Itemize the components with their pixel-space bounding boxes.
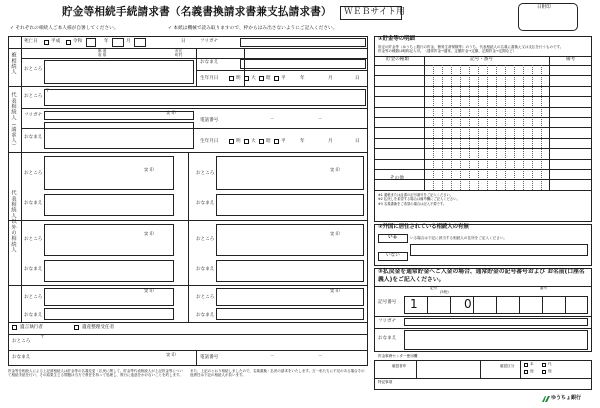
sec2-yes-label: いる (388, 235, 398, 240)
birth-era-taisho-checkbox[interactable] (244, 76, 249, 81)
rep-era-taisho-checkbox[interactable] (244, 139, 249, 144)
representative-heir-label: 代表相続人（請求人） (10, 92, 17, 149)
acct-cell-divider (519, 296, 520, 314)
birth-era-meiji: 明 (236, 76, 241, 81)
birth-era-taisho: 大 (251, 76, 256, 81)
rep-phone-sep-1: － (270, 117, 275, 122)
birth-day-unit: 日 (355, 76, 360, 81)
month-label: 月 (126, 39, 131, 44)
acct-symbol-label: 記号番号 (378, 300, 397, 305)
rep-name-label: おなまえ (24, 135, 43, 140)
other-heirs-label: 代表相続人以外の相続人 (10, 190, 17, 253)
executor-phone-label: 電話番号 (200, 355, 219, 360)
opt-1-label: 本 (530, 362, 534, 366)
rep-birth-month-unit: 月 (328, 139, 333, 144)
opt-2-label: 代 (548, 362, 552, 366)
deposit-row-line (374, 107, 592, 108)
center-use-label: 貯金事務センター使用欄 (378, 354, 418, 358)
rep-phone-sep-2: － (318, 117, 323, 122)
note-machine-read: ✓ 本紙は機械で読み取りますので、枠からはみ出さないようにご記入ください。 (168, 26, 338, 31)
center-use-frame (374, 360, 592, 390)
heir5-name-field[interactable] (44, 308, 174, 320)
birth-era-showa-checkbox[interactable] (259, 76, 264, 81)
heir2-address-field[interactable] (216, 156, 364, 190)
decedent-furigana-field[interactable] (240, 38, 366, 47)
rep-era-heisei: 平 (281, 139, 286, 144)
acct-name-field[interactable] (404, 330, 588, 350)
yucho-logo-icon (542, 395, 550, 403)
decedent-name-field[interactable] (240, 59, 366, 69)
era-reiwa-checkbox[interactable] (66, 40, 71, 45)
sec2-title: ②外国に居住されている相続人の有無 (378, 224, 469, 230)
other-row-label: その他 (390, 176, 404, 181)
era-heisei-label: 平成 (51, 39, 61, 44)
death-date-label: 死亡日 (24, 39, 38, 44)
consent-text-left: 貯金等を相続人による上記被相続人は貯金等の名義変更・払戻に関して、貯金等代表相続人が上記貯金等について相続手続を行い、その結果生じる問題は当方で責任を持って処理し、貴行に迷惑をかけないことを約します。 (8, 369, 183, 378)
rep-zip-mark: 〒 (45, 89, 50, 94)
executor-checkbox[interactable] (12, 325, 17, 330)
heir3-address-field[interactable] (44, 224, 174, 256)
heir5-address-label: おところ (24, 295, 43, 300)
administrator-label: 遺産整理受任者 (82, 325, 115, 330)
sec1-title: ①貯金等の明細 (378, 36, 415, 42)
consent-text-right: また、上記のとおり相続しましたので、名義書換・払戻の請求をいたします。万一私たちに不足のある場合その他責任は下記の相続人が負います。 (190, 369, 365, 378)
foreign-heir-address-field[interactable] (410, 244, 588, 256)
deposit-row-line (374, 148, 592, 149)
rep-birth-label: 生年月日 (200, 139, 219, 144)
rep-era-meiji-checkbox[interactable] (229, 139, 234, 144)
heir6-address-field[interactable] (216, 288, 364, 306)
acct-digit-first: 1 (410, 297, 418, 311)
acct-name-label: おなまえ (378, 336, 397, 341)
heir4-name-field[interactable] (216, 260, 364, 282)
heir4-seal: 実 印 (330, 231, 340, 236)
center-staff-stamp-label: 確認者印 (392, 364, 407, 368)
acct-digit-last: 0 (464, 297, 472, 311)
col-type-header: 貯金の種類 (386, 57, 409, 62)
heir2-name-field[interactable] (216, 194, 364, 216)
col-remarks-header: 備考 (566, 57, 576, 62)
heir3-seal: 実 印 (144, 231, 154, 236)
executor-address-label: おところ (12, 339, 31, 344)
acct-furigana-label: フリガナ (378, 319, 397, 324)
opt-4-checkbox[interactable] (542, 370, 546, 374)
deposit-row-line (374, 159, 592, 160)
deposit-row-line (374, 75, 592, 76)
note-self-sign: ✓ それぞれの相続人ご本人様が自署してください。 (10, 26, 119, 31)
heir3-name-field[interactable] (44, 260, 174, 282)
heir1-name-label: おなまえ (24, 201, 43, 206)
rep-era-meiji: 明 (236, 139, 241, 144)
heir1-address-label: おところ (24, 171, 43, 176)
sec3-title: ③払戻金を通常貯金へご入金の場合、通常貯金の記号番号および お名前(口座名義人)をご記入ください。 (378, 269, 585, 283)
decedent-label: 被相続人 (10, 52, 17, 75)
opt-2-checkbox[interactable] (542, 363, 546, 367)
rep-address-label: おところ (24, 94, 43, 99)
executor-zip-mark: 〒 (40, 335, 45, 340)
birth-era-heisei: 平 (281, 76, 286, 81)
deposit-row-line (374, 127, 592, 128)
heir2-address-label: おところ (196, 171, 215, 176)
rep-era-showa-checkbox[interactable] (259, 139, 264, 144)
heir4-address-field[interactable] (216, 224, 364, 256)
decedent-furigana-label: フリガナ (200, 39, 219, 44)
heir1-seal: 実 印 (144, 167, 154, 172)
acct-furigana-field[interactable] (404, 318, 588, 326)
birth-era-heisei-checkbox[interactable] (274, 76, 279, 81)
decedent-address-label: おところ (24, 67, 43, 72)
deposit-row-line (374, 86, 592, 87)
center-category-label: 確認区分 (500, 364, 515, 368)
web-badge-label: ＷＥＢサイト用 (344, 7, 405, 17)
death-year-field[interactable] (86, 38, 96, 47)
number-head: 番号 (540, 286, 548, 290)
era-reiwa-label: 令和 (73, 39, 83, 44)
year-label: 年 (104, 39, 109, 44)
center-remarks-label: 特記事項 (378, 380, 393, 384)
opt-3-checkbox[interactable] (524, 370, 528, 374)
opt-1-checkbox[interactable] (524, 363, 528, 367)
heir6-address-label: おところ (196, 295, 215, 300)
prefecture-label: 都 道 府 県 (98, 49, 107, 57)
heir5-name-label: おなまえ (24, 313, 43, 318)
administrator-checkbox[interactable] (74, 325, 79, 330)
heir5-seal: 実 印 (144, 288, 154, 293)
heir1-name-field[interactable] (44, 194, 174, 216)
deposit-row-line (374, 96, 592, 97)
birth-year-unit: 年 (300, 76, 305, 81)
rep-birth-year-unit: 年 (300, 139, 305, 144)
rep-furigana-label: フリガナ (24, 113, 43, 118)
era-heisei-checkbox[interactable] (44, 40, 49, 45)
heir3-address-label: おところ (24, 237, 43, 242)
rep-phone-label: 電話番号 (200, 118, 219, 123)
rep-name-field[interactable] (44, 122, 194, 149)
acct-cell-divider (542, 296, 543, 314)
sec1-note: 所定の貯金等（ゆうちょ銀行の貯金、簡易生命保険等）のうち、代表相続人の名義に書換え又は支払を行うものです。 貯金等の種類は略称記入可。（通常貯金→通常、定額貯金→定額、定期貯金→定期など） (378, 45, 564, 54)
heir1-address-field[interactable] (44, 156, 174, 190)
sec1-fine-print: ※1 通帳または証書の記号番号をご記入ください。 ※2 払戻しを希望する場合は備考欄にご記入ください。 ※3 名義書換をご希望の場合は記入不要です。 (378, 193, 460, 206)
yucho-logo-text: ゆうちょ銀行 (551, 395, 582, 401)
birth-era-meiji-checkbox[interactable] (229, 76, 234, 81)
rep-era-showa: 昭 (266, 139, 271, 144)
acct-cell-divider (450, 296, 451, 314)
rep-birth-day-unit: 日 (355, 139, 360, 144)
death-month-field[interactable] (112, 38, 124, 47)
birth-month-unit: 月 (328, 76, 333, 81)
sec2-no-label: いない (386, 253, 400, 258)
acct-cell-divider (565, 296, 566, 314)
rep-address-field[interactable] (44, 89, 366, 106)
deposit-row-line (374, 117, 592, 118)
form-title: 貯金等相続手続請求書（名義書換請求書兼支払請求書） (62, 6, 332, 18)
heir4-name-label: おなまえ (196, 267, 215, 272)
opt-3-label: 他 (530, 369, 534, 373)
decedent-name-label: おなまえ (200, 60, 219, 65)
executor-phone-sep-1: － (270, 354, 275, 359)
heir2-name-label: おなまえ (196, 201, 215, 206)
day-label: 日 (181, 39, 186, 44)
heir6-name-field[interactable] (216, 308, 364, 320)
heir6-seal: 実 印 (330, 288, 340, 293)
opt-4-label: 他 (548, 369, 552, 373)
acct-cell-divider (427, 296, 428, 314)
heir3-name-label: おなまえ (24, 267, 43, 272)
heir4-address-label: おところ (196, 237, 215, 242)
decedent-birth-label: 生年月日 (200, 76, 219, 81)
executor-label: 遺言執行者 (20, 325, 43, 330)
heir2-seal: 実 印 (330, 167, 340, 172)
date-stamp-label: 日附印 (537, 5, 551, 10)
heir6-name-label: おなまえ (196, 313, 215, 318)
birth-era-showa: 昭 (266, 76, 271, 81)
executor-name-label: おなまえ (12, 355, 31, 360)
deposit-row-line (374, 138, 592, 139)
sec2-yes-note: いる場合は下記に該当する相続人の住所をご記入ください。 (410, 236, 508, 240)
decedent-address-field[interactable] (44, 60, 194, 84)
city-label: 市区 町村 (175, 49, 183, 57)
symbol-sub: (5桁) (440, 290, 449, 294)
executor-seal: 実 印 (166, 352, 176, 357)
rep-era-taisho: 大 (251, 139, 256, 144)
acct-cell-divider (473, 296, 474, 314)
rep-era-heisei-checkbox[interactable] (274, 139, 279, 144)
acct-cell-divider (496, 296, 497, 314)
symbol-head: 記号 (430, 286, 438, 290)
heir5-address-field[interactable] (44, 288, 174, 306)
executor-phone-sep-2: － (318, 354, 323, 359)
death-day-field[interactable] (134, 38, 146, 47)
deposit-row-line (374, 169, 592, 170)
col-number-header: 記号・番号 (470, 57, 493, 62)
rep-seal-label: 実 印 (166, 110, 176, 115)
